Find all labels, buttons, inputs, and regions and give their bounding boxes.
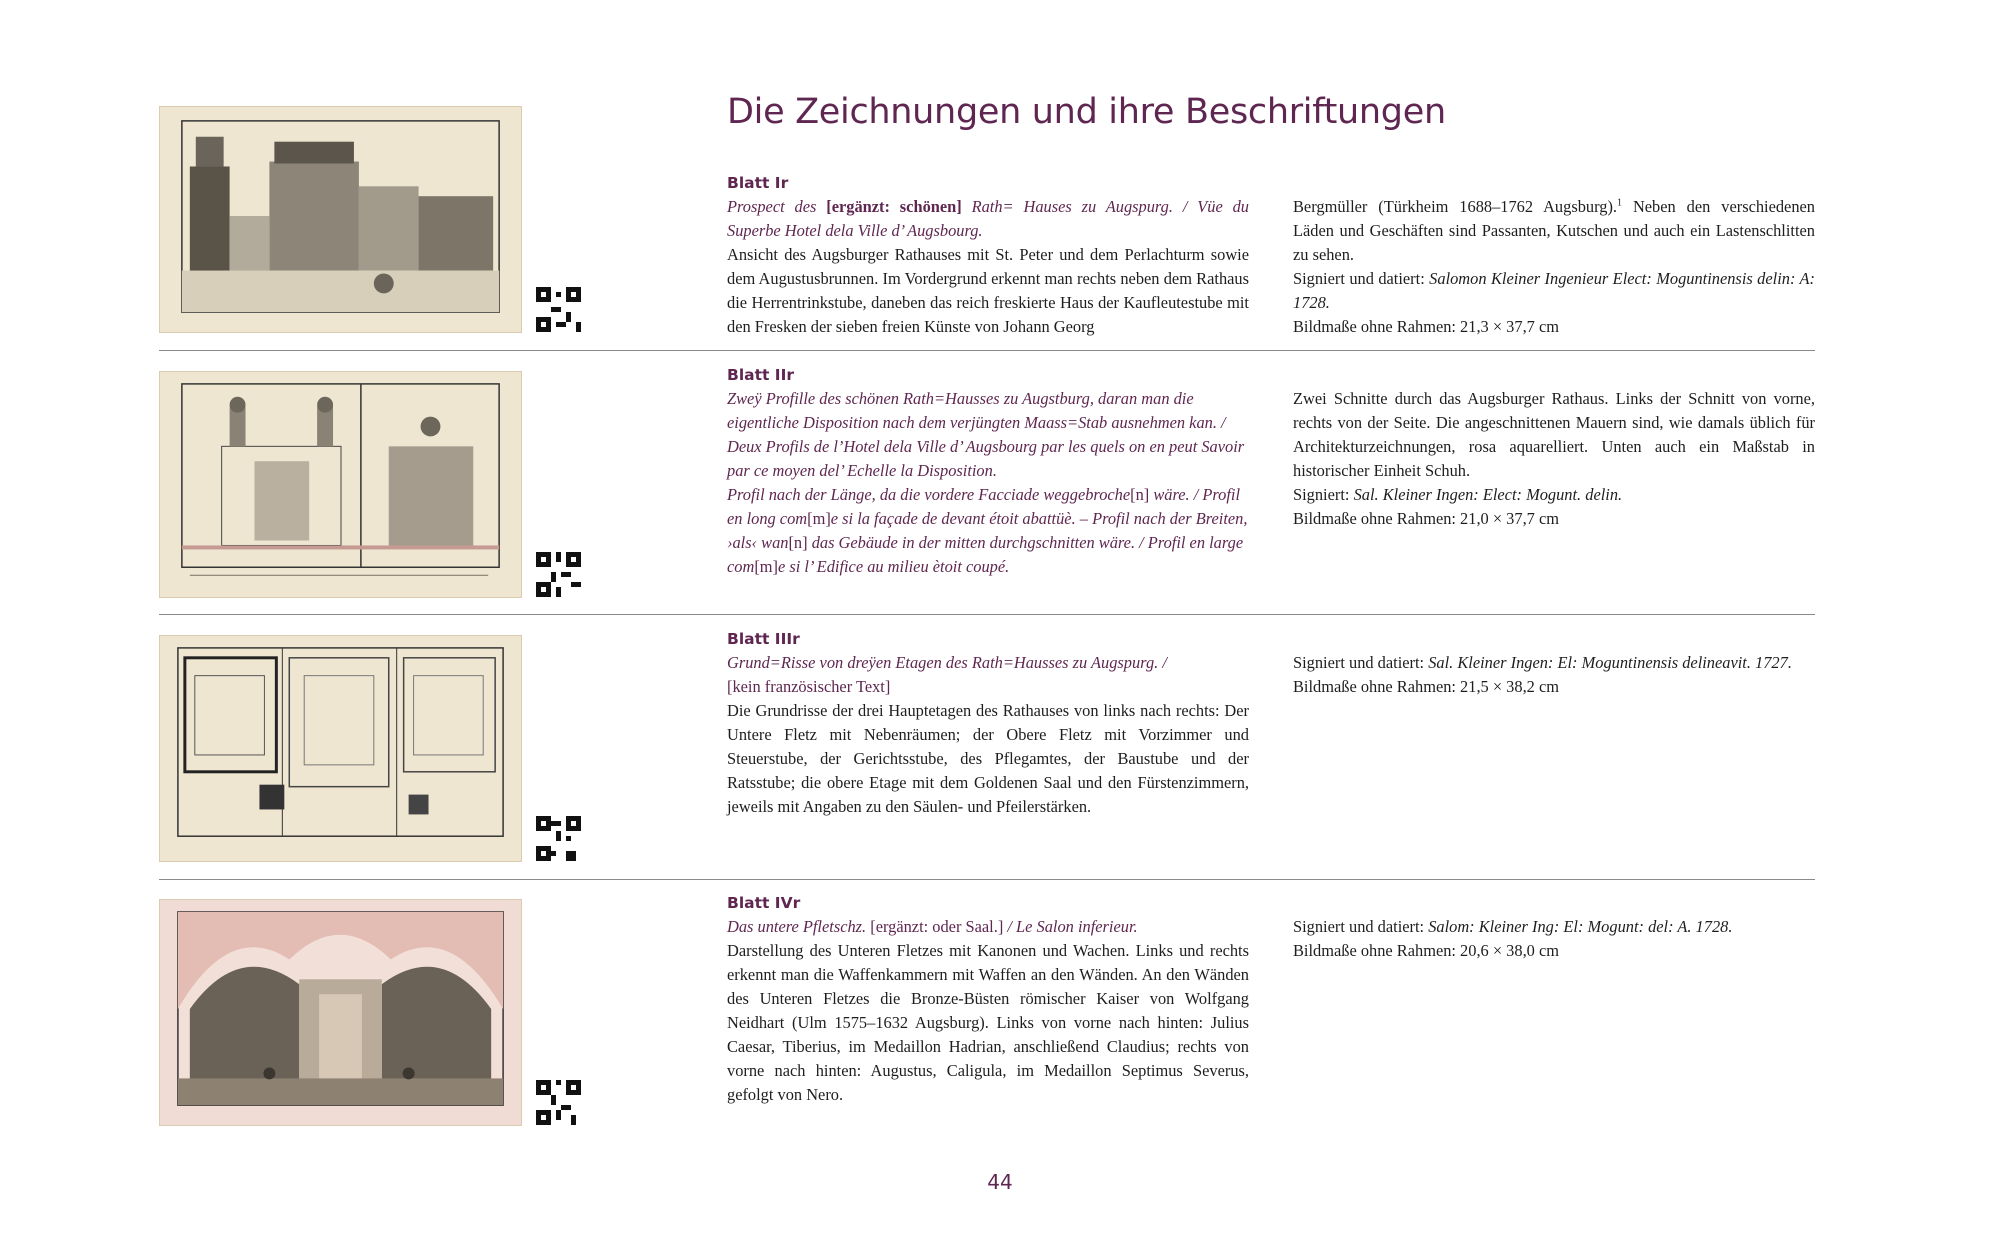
qr-code[interactable]	[536, 816, 581, 861]
drawing-thumbnail[interactable]	[159, 635, 522, 862]
entry-text-right	[1293, 387, 1815, 531]
drawing-thumbnail[interactable]	[159, 106, 522, 333]
entry-heading: Blatt IVr	[727, 894, 801, 912]
entry-text-left	[727, 171, 1249, 339]
drawing-thumbnail[interactable]	[159, 899, 522, 1126]
qr-code[interactable]	[536, 552, 581, 597]
entry-caption: Zweÿ Profille des schönen Rath=Hausses zu Augstburg, daran man die eigentliche Disposition nach dem verjüngten Maass=Stab ausnehmen kan. / Deux Profils de l’Hotel dela Ville d’ Augsbourg par les quels on en peut Savoir par ce moyen del’ Echelle la Disposition.	[727, 389, 1245, 480]
entry-caption: Prospect des [ergänzt: schönen] Rath= Hauses zu Augspurg. / Vüe du Superbe Hotel dela Ville d’ Augsbourg.	[727, 197, 1249, 240]
divider	[159, 614, 1815, 615]
entry-description-cont: Bergmüller (Türkheim 1688–1762 Augsburg).$^1$ Neben den verschiedenen Läden und Geschäften sind Passanten, Kutschen und auch ein Lastenschlitten zu sehen.	[1293, 197, 1816, 264]
dimensions: Bildmaße ohne Rahmen: 21,3 × 37,7 cm	[1293, 317, 1559, 336]
entry-caption: Grund=Risse von dreÿen Etagen des Rath=Hausses zu Augspurg. / [kein französischer Text]	[727, 653, 1167, 696]
signature-line: Signiert: Sal. Kleiner Ingen: Elect: Mogunt. delin.	[1293, 485, 1623, 504]
entry-text-left	[727, 627, 1249, 819]
entry-description: Die Grundrisse der drei Hauptetagen des Rathauses von links nach rechts: Der Untere Fletz mit Nebenräumen; der Obere Fletz mit Vorzimmer und Steuerstube, der Gerichtsstube, des Pflegamtes, der Baustube und der Ratsstube; die obere Etage mit dem Goldenen Saal und den Fürstenzimmern, jeweils mit Angaben zu den Säulen- und Pfeilerstärken.	[727, 701, 1249, 816]
dimensions: Bildmaße ohne Rahmen: 21,0 × 37,7 cm	[1293, 509, 1559, 528]
entry-text-right	[1293, 915, 1815, 963]
page-number: 44	[987, 1170, 1013, 1194]
entry-text-left	[727, 363, 1249, 579]
qr-code[interactable]	[536, 1080, 581, 1125]
entry-caption: Das untere Pfletschz. [ergänzt: oder Saal.] / Le Salon inferieur.	[727, 917, 1138, 936]
signature-line: Signiert und datiert: Salom: Kleiner Ing: El: Mogunt: del: A. 1728.	[1293, 917, 1733, 936]
entry-text-right	[1293, 195, 1815, 339]
page-title: Die Zeichnungen und ihre Beschriftungen	[727, 92, 1446, 132]
entry-text-right	[1293, 651, 1815, 699]
entry-heading: Blatt Ir	[727, 174, 789, 192]
signature-line: Signiert und datiert: Sal. Kleiner Ingen: El: Moguntinensis delineavit. 1727.	[1293, 653, 1792, 672]
entry-text-left	[727, 891, 1249, 1107]
entry-heading: Blatt IIIr	[727, 630, 800, 648]
entry-heading: Blatt IIr	[727, 366, 794, 384]
entry-caption-profile: Profil nach der Länge, da die vordere Facciade weggebroche[n] wäre. / Profil en long com[m]e si la façade de devant étoit abattüè. – Profil nach der Breiten, ›als‹ wan[n] das Gebäude in der mitten durchgschnitten wäre. / Profil en large com[m]e si l’ Edifice au milieu ètoit coupé.	[727, 485, 1248, 576]
footnote-ref[interactable]: 1	[1617, 197, 1623, 209]
entry-description: Zwei Schnitte durch das Augsburger Rathaus. Links der Schnitt von vorne, rechts von der Seite. Die angeschnittenen Mauern sind, wie damals üblich für Architekturzeichnungen, rosa aquarelliert. Unten auch ein Maßstab in historischer Einheit Schuh.	[1293, 389, 1815, 480]
divider	[159, 350, 1815, 351]
entry-description: Darstellung des Unteren Fletzes mit Kanonen und Wachen. Links und rechts erkennt man die Waffenkammern mit Waffen an den Wänden. An den Wänden des Unteren Fletzes die Bronze-Büsten römischer Kaiser von Wolfgang Neidhart (Ulm 1575–1632 Augsburg). Links von vorne nach hinten: Julius Caesar, Tiberius, im Medaillon Hadrian, anschließend Claudius; rechts von vorne nach hinten: Augustus, Caligula, im Medaillon Septimus Severus, gefolgt von Nero.	[727, 941, 1249, 1104]
drawing-thumbnail[interactable]	[159, 371, 522, 598]
dimensions: Bildmaße ohne Rahmen: 20,6 × 38,0 cm	[1293, 941, 1559, 960]
signature-line: Signiert und datiert: Salomon Kleiner Ingenieur Elect: Moguntinensis delin: A: 1728.	[1293, 269, 1815, 312]
entry-description: Ansicht des Augsburger Rathauses mit St. Peter und dem Perlachturm sowie dem Augustusbrunnen. Im Vordergrund erkennt man rechts neben dem Rathaus die Herrentrinkstube, daneben das reich freskierte Haus der Kaufleutestube mit den Fresken der sieben freien Künste von Johann Georg	[727, 245, 1249, 336]
divider	[159, 879, 1815, 880]
qr-code[interactable]	[536, 287, 581, 332]
dimensions: Bildmaße ohne Rahmen: 21,5 × 38,2 cm	[1293, 677, 1559, 696]
